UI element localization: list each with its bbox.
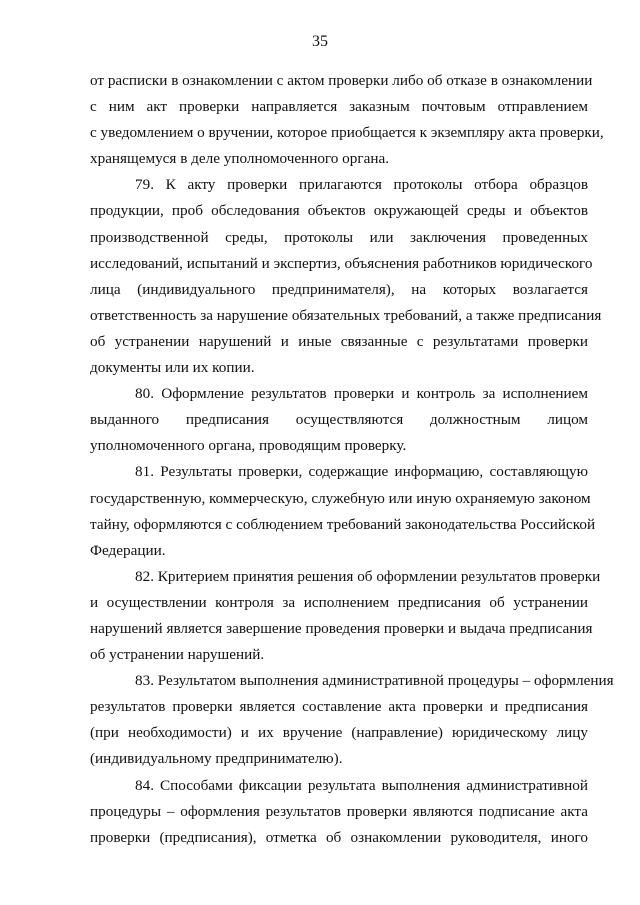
text-line: производственной среды, протоколы или заключения проведенных xyxy=(90,228,588,246)
paragraph-continuation xyxy=(90,68,604,172)
text-line: 79. К акту проверки прилагаются протоколы отбора образцов xyxy=(135,176,588,194)
paragraph-80 xyxy=(90,381,588,459)
text-line: 82. Критерием принятия решения об оформлении результатов проверки xyxy=(135,567,601,585)
text-line: об устранении нарушений. xyxy=(90,646,265,664)
text-line: 83. Результатом выполнения административной процедуры – оформления xyxy=(135,672,614,690)
document-body xyxy=(90,68,614,851)
text-line: (индивидуальному предпринимателю). xyxy=(90,750,343,768)
text-line: хранящемуся в деле уполномоченного органа. xyxy=(90,150,389,168)
text-line: государственную, коммерческую, служебную или иную охраняемую законом xyxy=(90,489,591,507)
text-line: тайну, оформляются с соблюдением требований законодательства Российской xyxy=(90,515,596,533)
paragraph-81 xyxy=(90,459,596,563)
text-line: об устранении нарушений и иные связанные с результатами проверки xyxy=(90,332,588,350)
text-line: проверки (предписания), отметка об ознакомлении руководителя, иного xyxy=(90,828,588,846)
text-line: 81. Результаты проверки, содержащие информацию, составляющую xyxy=(135,463,588,481)
text-line: процедуры – оформления результатов проверки являются подписание акта xyxy=(90,802,588,820)
text-line: от расписки в ознакомлении с актом проверки либо об отказе в ознакомлении xyxy=(90,72,593,89)
text-line: продукции, проб обследования объектов окружающей среды и объектов xyxy=(90,202,588,220)
paragraph-84 xyxy=(90,773,588,851)
text-line: уполномоченного органа, проводящим проверку. xyxy=(90,437,407,455)
text-line: 80. Оформление результатов проверки и контроль за исполнением xyxy=(135,385,588,403)
text-line: исследований, испытаний и экспертиз, объяснения работников юридического xyxy=(90,254,593,272)
text-line: и осуществлении контроля за исполнением предписания об устранении xyxy=(90,593,588,611)
text-line: с уведомлением о вручении, которое приобщается к экземпляру акта проверки, xyxy=(90,124,604,142)
paragraph-82 xyxy=(90,564,601,668)
paragraph-83 xyxy=(90,668,614,772)
page-number: 35 xyxy=(312,33,328,50)
text-line: Федерации. xyxy=(90,541,166,559)
text-line: ответственность за нарушение обязательных требований, а также предписания xyxy=(90,306,602,324)
text-line: лица (индивидуального предпринимателя), на которых возлагается xyxy=(90,280,588,298)
paragraph-79 xyxy=(90,172,602,381)
text-line: 84. Способами фиксации результата выполнения административной xyxy=(135,776,588,794)
text-line: выданного предписания осуществляются должностным лицом xyxy=(90,411,588,429)
text-line: результатов проверки является составление акта проверки и предписания xyxy=(90,698,588,716)
text-line: нарушений является завершение проведения проверки и выдача предписания xyxy=(90,619,593,637)
text-line: документы или их копии. xyxy=(90,359,255,377)
text-line: (при необходимости) и их вручение (направление) юридическому лицу xyxy=(90,724,588,742)
text-line: с ним акт проверки направляется заказным почтовым отправлением xyxy=(90,98,588,116)
